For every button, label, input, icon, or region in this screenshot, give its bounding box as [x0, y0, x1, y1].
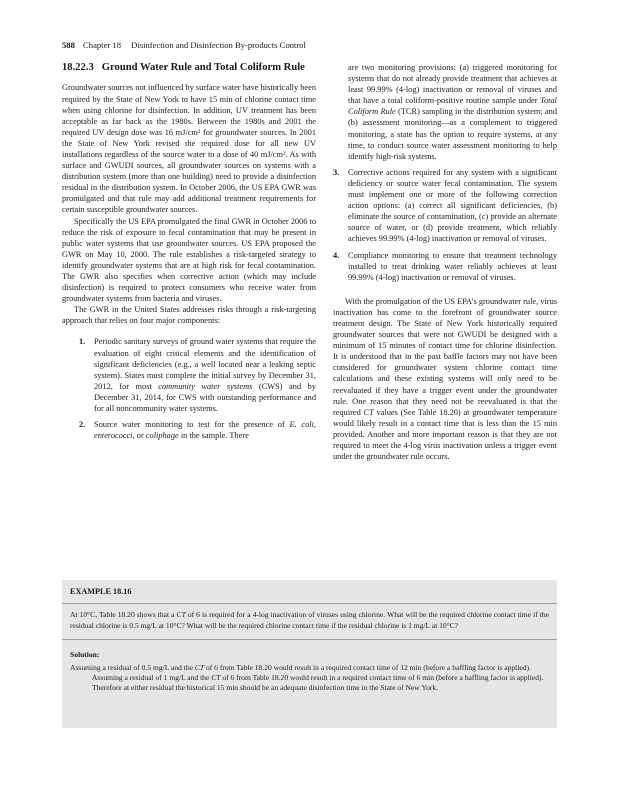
chapter-title: Disinfection and Disinfection By-products Control	[131, 40, 306, 50]
list-item	[333, 167, 557, 245]
left-column	[62, 62, 316, 446]
list-item	[79, 336, 316, 414]
section-number: 18.22.3	[62, 62, 94, 73]
paragraph-gwr-promulgation: Specifically the US EPA promulgated the final GWR in October 2006 to reduce the risk of exposure to fecal contamination that may be present in public water systems that use groundwater sources. US EPA proposed the GWR on May 10, 2000. The rule establishes a risk-targeted strategy to identify groundwater systems that are at high risk for fecal contamination. The GWR also specifies when corrective action (which may include disinfection) is required to protect consumers who receive water from groundwater systems from bacteria and viruses.	[62, 216, 316, 304]
running-head	[62, 40, 562, 50]
example-box	[62, 580, 557, 728]
components-list	[79, 336, 316, 441]
example-divider	[62, 603, 557, 604]
right-column	[333, 62, 557, 462]
paragraph-intro: Groundwater sources not influenced by surface water have historically been required by the State of New York to have 15 min of chlorine contact time when using chlorine for disinfection. In addition, UV treatment has been acceptable as far back as the 1980s. Between the 1980s and 2001 the required UV design dose was 16 mJ/cm² for groundwater sources. In 2001 the State of New York revised the required dose for all new UV installations regardless of the source water to a dose of 40 mJ/cm². As with surface and GWUDI sources, all groundwater sources on systems with a distribution system (more than one building) need to provide a disinfection residual in the distribution system. In October 2006, the US EPA GWR was promulgated and that rule may add additional treatment requirements for certain susceptible groundwater sources.	[62, 83, 316, 215]
item-text: Corrective actions required for any system with a significant deficiency or source water fecal contamination. The system must implement one or more of the following correction action options: (a) correct all significant deficiencies, (b) eliminate the source of contamination, (c) provide an alternate source of water, or (d) provide treatment, which reliably achieves 99.99% (4-log) inactivation or removal of viruses.	[348, 167, 557, 244]
item-text: Periodic sanitary surveys of ground water systems that require the evaluation of eight critical elements and the identification of significant deficiencies (e.g., a well located near a leaking septic system). States must complete the initial survey by December 31, 2012, for most community water systems (CWS) and by December 31, 2014, for CWS with outstanding performance and for all noncommunity water systems.	[94, 337, 316, 414]
page-number: 588	[62, 40, 75, 50]
section-title: Ground Water Rule and Total Coliform Rule	[101, 62, 305, 73]
list-marker: 1.	[79, 337, 86, 347]
list-marker: 2.	[79, 420, 86, 430]
solution-step-2: Assuming a residual of 1 mg/L and the CT of 6 from Table 18.20 would result in a required contact time of 6 min (before a baffling factor is applied).	[92, 673, 544, 683]
item-text: Source water monitoring to test for the presence of E. coli, enterococci, or coliphage in the sample. There	[94, 420, 317, 441]
list-item	[333, 250, 557, 283]
paragraph-gwr-components: The GWR in the United States addresses risks through a risk-targeting approach that relies on four major components:	[62, 305, 316, 326]
list-item-continuation	[333, 62, 557, 162]
chapter-label: Chapter 18	[83, 40, 121, 50]
example-question: At 10°C, Table 18.20 shows that a CT of 6 is required for a 4-log inactivation of viruses using chlorine. What will be the required chlorine contact time if the residual chlorine is 0.5 mg/L at 10°C? What will be the required chlorine contact time if the residual chlorine is 1 mg/L at 10°C?	[70, 610, 549, 630]
solution-step-1: Assuming a residual of 0.5 mg/L and the CT of 6 from Table 18.20 would result in a required contact time of 12 min (before a baffling factor is applied).	[70, 662, 531, 672]
example-divider	[62, 639, 557, 640]
list-marker: 4.	[333, 250, 340, 260]
item-text: are two monitoring provisions: (a) triggered monitoring for systems that do not already provide treatment that achieves at least 99.99% (4-log) inactivation or removal of viruses and that have a total coliform-positive routine sample under Total Coliform Rule (TCR) sampling in the distribution system; and (b) assessment monitoring—as a complement to triggered monitoring, a state has the option to require systems, at any time, to conduct source water assessment monitoring to help identify high-risk systems.	[348, 63, 558, 161]
section-heading	[62, 62, 316, 74]
solution-conclusion: Therefore at either residual the historical 15 min should be an adequate disinfection time in the State of New York.	[92, 683, 439, 693]
components-list-continued	[333, 62, 557, 283]
list-item	[79, 419, 316, 441]
example-title: EXAMPLE 18.16	[70, 587, 132, 596]
solution-label: Solution:	[70, 650, 100, 660]
item-text: Compliance monitoring to ensure that treatment technology installed to treat drinking water reliably achieves at least 99.99% (4-log) inactivation or removal of viruses.	[348, 250, 557, 282]
list-marker: 3.	[333, 167, 340, 177]
paragraph-virus-inactivation: With the promulgation of the US EPA’s groundwater rule, virus inactivation has come to the forefront of groundwater source treatment design. The State of New York historically required groundwater sources that were not GWUDI be designed with a minimum of 15 minutes of contact time for chlorine disinfection. It is understood that in the past baffle factors may not have been considered for groundwater system chlorine contact time calculations and these existing systems will only need to be reevaluated if they have a trigger event under the groundwater rule. One reason that they need not be reevaluated is that the required CT values (See Table 18.20) at groundwater temperature would likely result in a contact time that is less than the 15 min provided. Another and more important reason is that they are not required to meet the 4-log virus inactivation unless a trigger event under the groundwater rule occurs.	[333, 296, 557, 462]
